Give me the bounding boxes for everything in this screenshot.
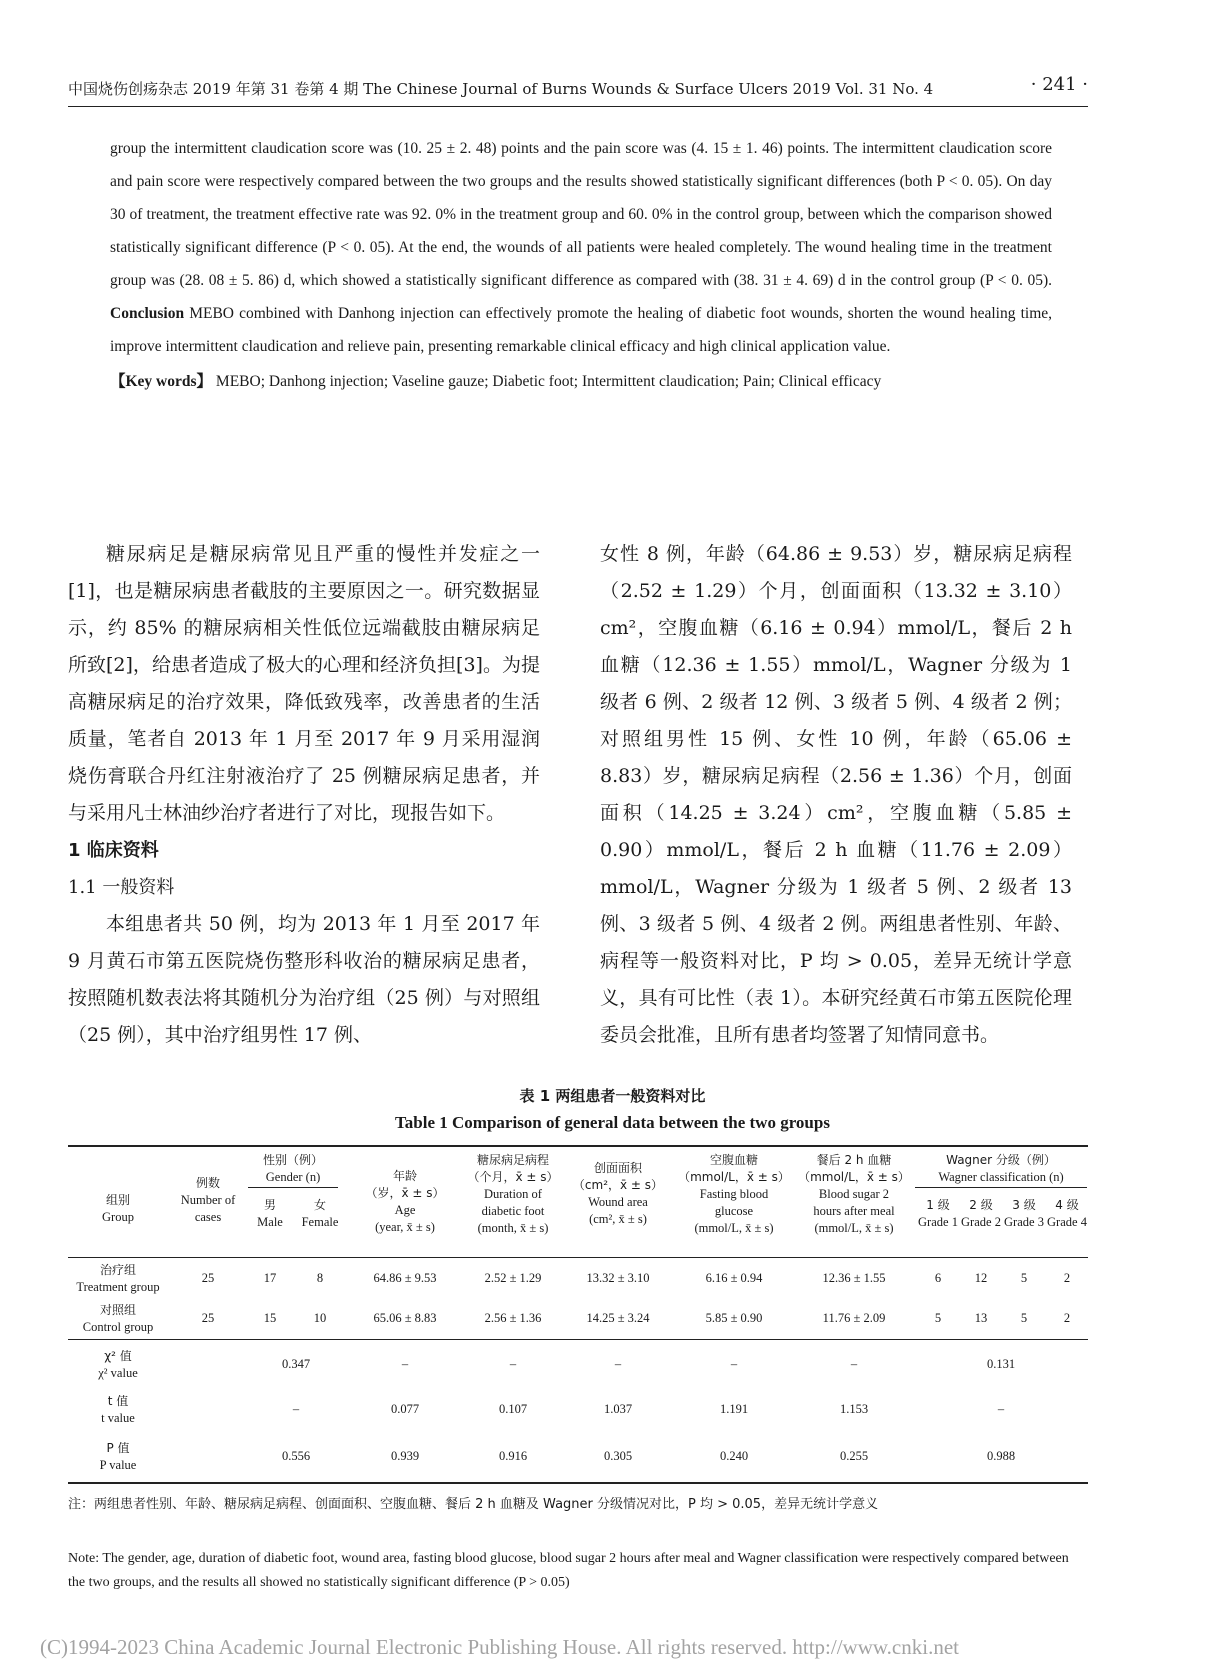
col-header-grade-2: 2 级 Grade 2 [961, 1198, 1001, 1229]
table-cell: – [614, 1357, 622, 1371]
table-cell: 0.305 [603, 1449, 633, 1463]
table-cell: 5 [1020, 1271, 1028, 1285]
journal-info: 中国烧伤创疡杂志 2019 年第 31 卷第 4 期 The Chinese Journal of Burns Wounds & Surface Ulcers 2019 Vol. 31 No. 4 [68, 80, 934, 98]
col-header-age: 年龄 （岁，x̄ ± s） Age (year, x̄ ± s) [365, 1169, 445, 1234]
table-cell: – [730, 1357, 738, 1371]
col-header-group: 组别 Group [102, 1193, 134, 1224]
table-cell: 13 [974, 1311, 988, 1325]
table-cell: 0.556 [281, 1449, 311, 1463]
running-header [68, 74, 1088, 107]
page-number: · 241 · [1030, 74, 1088, 95]
row-label-treatment: 治疗组 Treatment group [76, 1263, 160, 1294]
table-cell: 2 [1063, 1271, 1071, 1285]
col-header-female: 女 Female [301, 1198, 339, 1229]
section-heading-1-1: 1.1 一般资料 [68, 877, 175, 898]
table-top-rule [68, 1145, 1088, 1147]
table-cell: 17 [263, 1271, 277, 1285]
table-cell: 0.916 [498, 1449, 528, 1463]
table-caption-cn: 表 1 两组患者一般资料对比 [519, 1087, 706, 1105]
table-cell: 0.255 [839, 1449, 869, 1463]
body-right-column [600, 536, 1072, 1054]
intro-paragraph: 糖尿病足是糖尿病常见且严重的慢性并发症之一[1]，也是糖尿病患者截肢的主要原因之一。研究数据显示，约 85% 的糖尿病相关性低位远端截肢由糖尿病足所致[2]，给患者造成了极大的心理和经济负担[3]。为提高糖尿病足的治疗效果，降低致残率，改善患者的生活质量，笔者自 2013 年 1 月至 2017 年 9 月采用湿润烧伤膏联合丹红注射液治疗了 25 例糖尿病足患者，并与采用凡士林油纱治疗者进行了对比，现报告如下。 [68, 543, 540, 824]
abstract-paragraph [110, 132, 1052, 363]
col-header-male: 男 Male [257, 1198, 283, 1229]
english-abstract [110, 132, 1052, 398]
table-cell: – [850, 1357, 858, 1371]
col-header-duration: 糖尿病足病程 （个月，x̄ ± s） Duration of diabetic foot (month, x̄ ± s) [467, 1153, 559, 1235]
col-header-gender: 性别（例） Gender (n) [262, 1153, 323, 1184]
table-cell: 6 [934, 1271, 942, 1285]
table-cell: 2 [1063, 1311, 1071, 1325]
col-header-cases: 例数 Number of cases [180, 1176, 236, 1224]
general-data-paragraph-part1: 本组患者共 50 例，均为 2013 年 1 月至 2017 年 9 月黄石市第五医院烧伤整形科收治的糖尿病足患者，按照随机数表法将其随机分为治疗组（25 例）与对照组（25 例），其中治疗组男性 17 例、 [68, 913, 540, 1046]
table-note-cn: 注：两组患者性别、年龄、糖尿病足病程、创面面积、空腹血糖、餐后 2 h 血糖及 Wagner 分级情况对比，P 均 > 0.05，差异无统计学意义 [68, 1497, 879, 1512]
table-cell: 64.86 ± 9.53 [373, 1271, 437, 1285]
conclusion-text: MEBO combined with Danhong injection can effectively promote the healing of diabetic foot wounds, shorten the wound healing time, improve intermittent claudication and relieve pain, presenting remarkable clinical efficacy and high clinical application value. [110, 305, 1052, 355]
table-cell: 25 [201, 1271, 215, 1285]
table-cell: 0.939 [390, 1449, 420, 1463]
row-label-t: t 值 t value [101, 1394, 135, 1425]
table-cell: – [401, 1357, 409, 1371]
table-cell: 2.56 ± 1.36 [484, 1311, 542, 1325]
table-group-rule [68, 1339, 1088, 1340]
table-cell: 65.06 ± 8.83 [373, 1311, 437, 1325]
table-cell: 10 [313, 1311, 327, 1325]
table-caption-en: Table 1 Comparison of general data between the two groups [395, 1113, 830, 1132]
col-header-postmeal-glucose: 餐后 2 h 血糖 （mmol/L，x̄ ± s） Blood sugar 2 hours after meal (mmol/L, x̄ ± s) [798, 1153, 910, 1235]
table-cell: 12.36 ± 1.55 [822, 1271, 886, 1285]
table-cell: 0.240 [719, 1449, 749, 1463]
abstract-results-text: group the intermittent claudication score was (10. 25 ± 2. 48) points and the pain score was (4. 15 ± 1. 46) points. The intermittent claudication score and pain score were respectively compared between the two groups and the results showed statistically significant differences (both P < 0. 05). On day 30 of treatment, the treatment effective rate was 92. 0% in the treatment group and 60. 0% in the control group, between which the comparison showed statistically significant difference (P < 0. 05). At the end, the wounds of all patients were healed completely. The wound healing time in the treatment group was (28. 08 ± 5. 86) d, which showed a statistically significant difference as compared with (38. 31 ± 4. 69) d in the control group (P < 0. 05). [110, 140, 1052, 289]
table-header-rule [68, 1257, 1088, 1258]
table-cell: 1.037 [603, 1402, 633, 1416]
table-cell: 6.16 ± 0.94 [705, 1271, 763, 1285]
col-header-wound-area: 创面面积 （cm²，x̄ ± s） Wound area (cm², x̄ ± s) [572, 1161, 664, 1226]
row-label-p: P 值 P value [99, 1441, 137, 1472]
table-cell: 2.52 ± 1.29 [484, 1271, 542, 1285]
table-cell: 1.191 [719, 1402, 749, 1416]
table-note-en: Note: The gender, age, duration of diabetic foot, wound area, fasting blood glucose, blood sugar 2 hours after meal and Wagner classification were respectively compared between the two groups, and the results all showed no statistically significant difference (P > 0.05) [68, 1551, 1069, 1590]
table-cell: 5.85 ± 0.90 [705, 1311, 763, 1325]
gender-span-rule [248, 1187, 338, 1188]
table-cell: 0.107 [498, 1402, 528, 1416]
section-heading-1: 1 临床资料 [68, 840, 159, 861]
copyright-footer: (C)1994-2023 China Academic Journal Electronic Publishing House. All rights reserved. http://www.cnki.net [40, 1635, 959, 1659]
col-header-grade-4: 4 级 Grade 4 [1047, 1198, 1087, 1229]
table-cell: 0.131 [986, 1357, 1016, 1371]
table-cell: 25 [201, 1311, 215, 1325]
col-header-wagner: Wagner 分级（例） Wagner classification (n) [938, 1153, 1064, 1184]
wagner-span-rule [915, 1187, 1087, 1188]
row-label-control: 对照组 Control group [82, 1303, 154, 1334]
table-cell: – [509, 1357, 517, 1371]
keywords-text: MEBO; Danhong injection; Vaseline gauze; Diabetic foot; Intermittent claudication; Pain; Clinical efficacy [215, 373, 882, 390]
conclusion-label: Conclusion [110, 305, 185, 322]
table-cell: 0.988 [986, 1449, 1016, 1463]
table-cell: 14.25 ± 3.24 [586, 1311, 650, 1325]
table-cell: 12 [974, 1271, 988, 1285]
col-header-fasting-glucose: 空腹血糖 （mmol/L，x̄ ± s） Fasting blood glucose (mmol/L, x̄ ± s) [678, 1153, 790, 1235]
body-left-column [68, 536, 540, 1054]
table-cell: – [997, 1402, 1005, 1416]
col-header-grade-1: 1 级 Grade 1 [918, 1198, 958, 1229]
table-cell: 11.76 ± 2.09 [822, 1311, 886, 1325]
table-cell: – [292, 1402, 300, 1416]
table-bottom-rule [68, 1482, 1088, 1484]
table-cell: 0.077 [390, 1402, 420, 1416]
keywords [110, 365, 1052, 398]
table-cell: 15 [263, 1311, 277, 1325]
table-cell: 5 [934, 1311, 942, 1325]
general-data-paragraph-part2: 女性 8 例，年龄（64.86 ± 9.53）岁，糖尿病足病程（2.52 ± 1.29）个月，创面面积（13.32 ± 3.10）cm²，空腹血糖（6.16 ± 0.94）mmol/L，餐后 2 h 血糖（12.36 ± 1.55）mmol/L，Wagner 分级为 1 级者 6 例、2 级者 12 例、3 级者 5 例、4 级者 2 例；对照组男性 15 例、女性 10 例，年龄（65.06 ± 8.83）岁，糖尿病足病程（2.56 ± 1.36）个月，创面面积（14.25 ± 3.24）cm²，空腹血糖（5.85 ± 0.90）mmol/L，餐后 2 h 血糖（11.76 ± 2.09）mmol/L，Wagner 分级为 1 级者 5 例、2 级者 13 例、3 级者 5 例、4 级者 2 例。两组患者性别、年龄、病程等一般资料对比，P 均 > 0.05，差异无统计学意义，具有可比性（表 1）。本研究经黄石市第五医院伦理委员会批准，且所有患者均签署了知情同意书。 [600, 543, 1072, 1046]
table-cell: 5 [1020, 1311, 1028, 1325]
keywords-label: 【Key words】 [110, 373, 213, 390]
table-cell: 13.32 ± 3.10 [586, 1271, 650, 1285]
col-header-grade-3: 3 级 Grade 3 [1004, 1198, 1044, 1229]
row-label-chi-square: χ² 值 χ² value [98, 1349, 138, 1380]
table-cell: 8 [316, 1271, 324, 1285]
table-cell: 1.153 [839, 1402, 869, 1416]
table-cell: 0.347 [281, 1357, 311, 1371]
